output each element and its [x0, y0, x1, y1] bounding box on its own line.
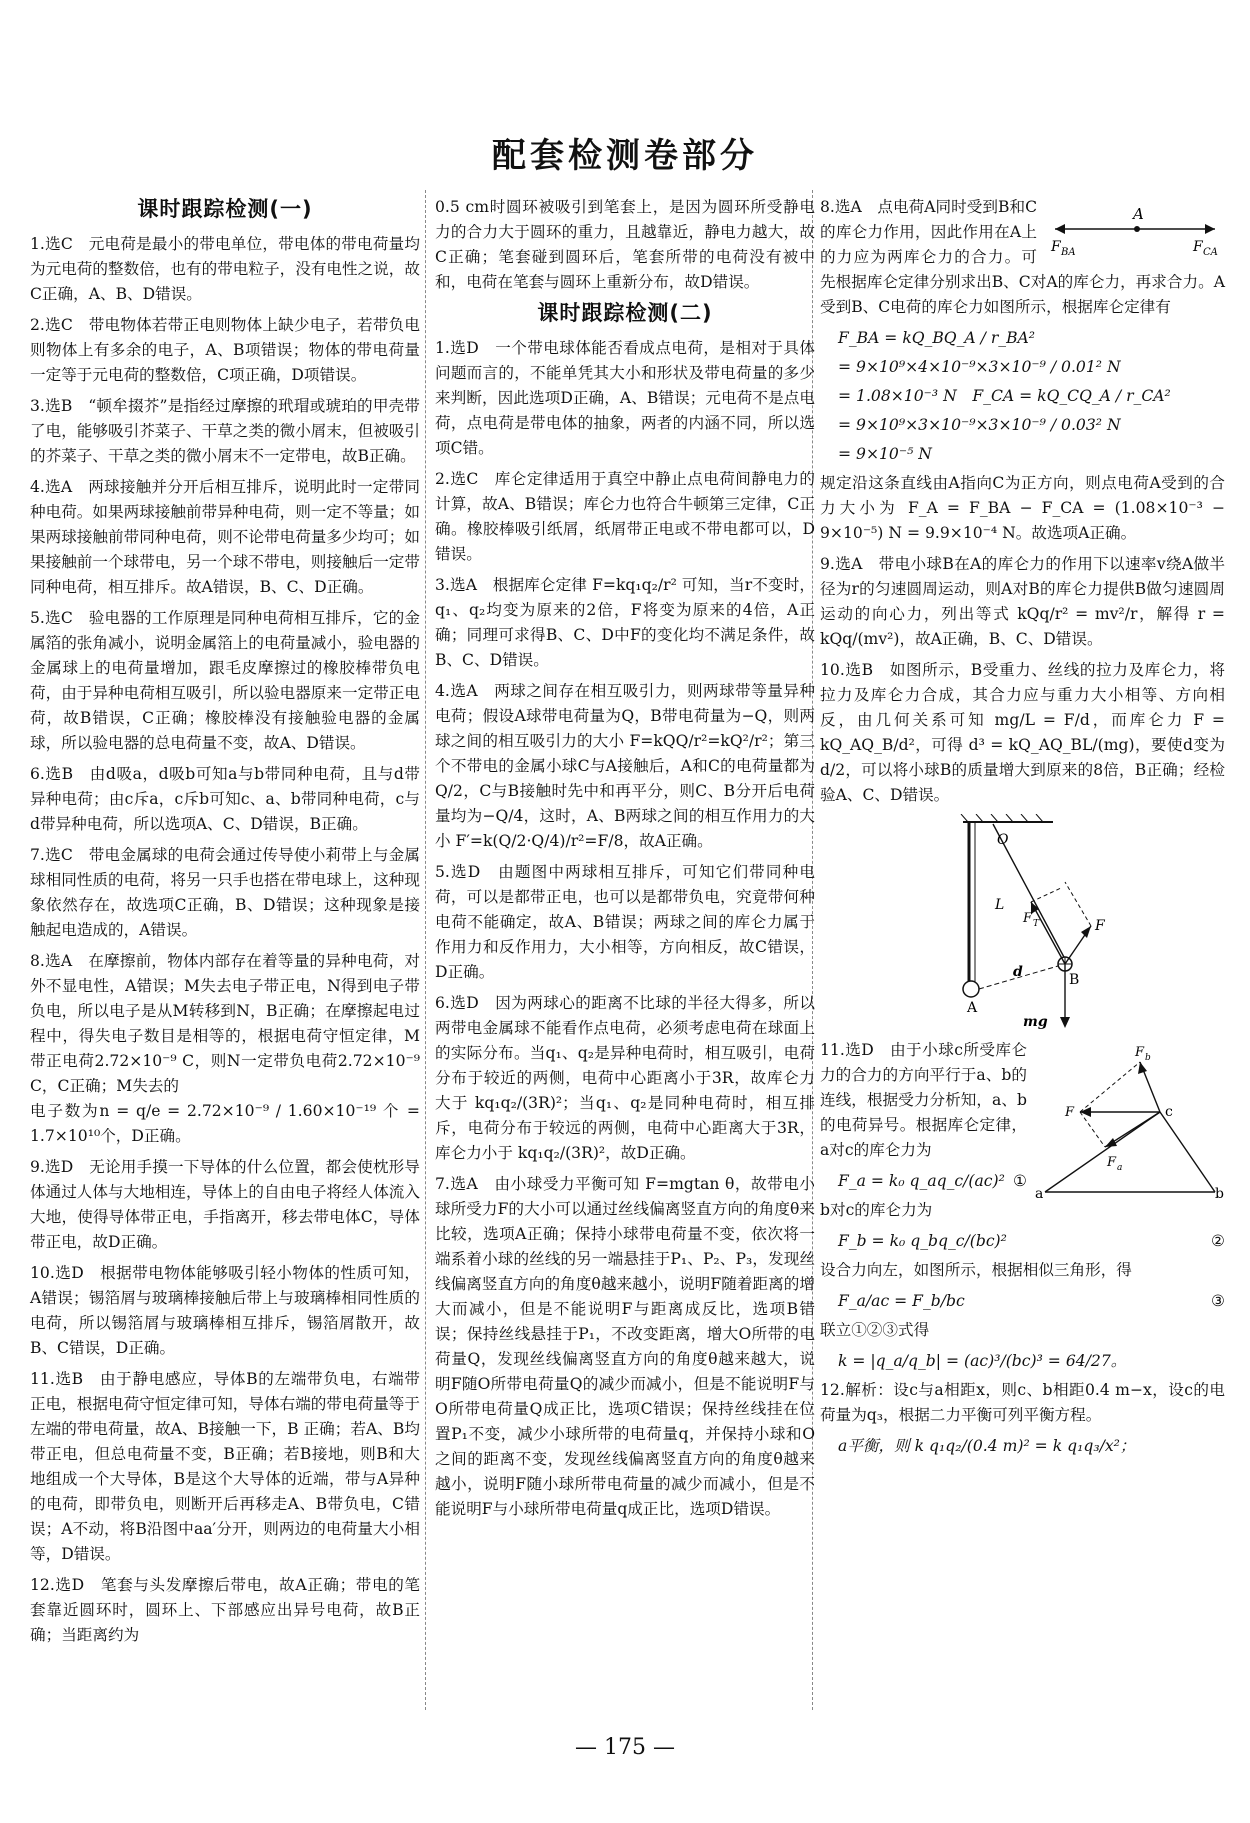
formula: = 1.08×10⁻³ N F_CA = kQ_CQ_A / r_CA² — [838, 387, 1171, 405]
text: 设合力向左，如图所示，根据相似三角形，得 — [820, 1261, 1132, 1279]
formula-text: F_a = k₀ q_aq_c/(ac)² — [838, 1172, 1005, 1190]
figure-10-pendulum — [923, 814, 1123, 1034]
figure-8-force-line — [1045, 199, 1225, 261]
column-2 — [435, 195, 815, 1528]
answer-item: 9.选A 带电小球B在A的库仑力的作用下以速率v绕A做半径为r的匀速圆周运动，则A对B的库仑力提供B做匀速圆周运动的向心力，列出等式 kQq/r² = mv²/r，解得 r = kQq/(mv²)，故A正确，B、C、D错误。 — [820, 555, 1225, 648]
fig8-label-fba-sub: BA — [1061, 247, 1076, 258]
answer-item: 4.选A 两球接触并分开后相互排斥，说明此时一定带同种电荷。如果两球接触前带异种电荷，则一定不等量；如果两球接触前带同种电荷，则不论带电荷量多少均可；如果接触前一个球带电，另一个球不带电，则接触后一定带同种电荷，相互排斥。故A错误，B、C、D正确。 — [30, 478, 420, 596]
fig8-label-a: A — [1133, 205, 1144, 223]
answer-item: 5.选C 验电器的工作原理是同种电荷相互排斥，它的金属箔的张角减小，说明金属箔上的电荷量减小，验电器的金属球上的电荷量增加，跟毛皮摩擦过的橡胶棒带负电荷，由于异种电荷相互吸引，所以验电器原来一定带正电荷，故B错误，C正确；橡胶棒没有接触验电器的金属球，所以验电器的总电荷量不变，故A、D错误。 — [30, 609, 420, 752]
formula: = 9×10⁹×3×10⁻⁹×3×10⁻⁹ / 0.03² N — [838, 416, 1121, 434]
formula: F_BA = kQ_BQ_A / r_BA² — [838, 329, 1036, 347]
answer-item: 2.选C 带电物体若带正电则物体上缺少电子，若带负电则物体上有多余的电子，A、B项错误；物体的带电荷量一定等于元电荷的整数倍，C项正确，D项错误。 — [30, 316, 420, 384]
formula: = 9×10⁻⁵ N — [838, 445, 932, 463]
formula-text: F_a/ac = F_b/bc — [838, 1292, 965, 1310]
text: b对c的库仑力为 — [820, 1201, 933, 1219]
answer-item: 3.选A 根据库仑定律 F=kq₁q₂/r² 可知，当r不变时，q₁、q₂均变为原来的2倍，F将变为原来的4倍，A正确；同理可求得B、C、D中F的变化均不满足条件，故B、C、D错误。 — [435, 576, 815, 669]
item-8 — [820, 195, 1225, 546]
answer-item: 4.选A 两球之间存在相互吸引力，则两球带等量异种电荷；假设A球带电荷量为Q，B带电荷量为−Q，则两球之间的相互吸引力的大小 F=kQQ/r²=kQ²/r²；第三个不带电的金属小球C与A接触后，A和C的电荷量都为Q/2，C与B接触时先中和再平分，则C、B分开后电荷量均为−Q/4，这时，A、B两球之间的相互作用力的大小 F′=k(Q/2·Q/4)/r²=F/8，故A正确。 — [435, 682, 815, 850]
equation-number: ② — [1211, 1232, 1225, 1250]
answer-item: 11.选D 由于小球c所受库仑力的合力的方向平行于a、b的连线，根据受力分析知，a、b的电荷异号。根据库仑定律，a对c的库仑力为 — [820, 1041, 1027, 1159]
answer-item: 10.选D 根据带电物体能够吸引轻小物体的性质可知，A错误；锡箔屑与玻璃棒接触后带上与玻璃棒相同性质的电荷，所以锡箔屑与玻璃棒相互排斥，锡箔屑散开，故B、C错误，D正确。 — [30, 1264, 420, 1357]
formula — [838, 1289, 1225, 1314]
answer-item-formula: 电子数为n = q/e = 2.72×10⁻⁹ / 1.60×10⁻¹⁹ 个 = 1.7×10¹⁰个，D正确。 — [30, 1102, 420, 1145]
formula: = 9×10⁹×4×10⁻⁹×3×10⁻⁹ / 0.01² N — [838, 358, 1121, 376]
page-title: 配套检测卷部分 — [492, 136, 758, 176]
column-3 — [820, 195, 1225, 1463]
fig11-label-fb: F — [1135, 1045, 1145, 1060]
answer-item: 规定沿这条直线由A指向C为正方向，则点电荷A受到的合力大小为 F_A = F_BA − F_CA = (1.08×10⁻³ − 9×10⁻⁵) N = 9.9×10⁻⁴ N。故选项A正确。 — [820, 474, 1225, 542]
answer-item: 6.选B 由d吸a，d吸b可知a与b带同种电荷，且与d带异种电荷；由c斥a，c斥b可知c、a、b带同种电荷，c与d带异种电荷，所以选项A、C、D错误，B正确。 — [30, 765, 420, 833]
column-1 — [30, 195, 420, 1654]
answer-item: 8.选A 在摩擦前，物体内部存在着等量的异种电荷，对外不显电性，A错误；M失去电子带正电，N得到电子带负电，所以电子是从M转移到N，B正确；在摩擦起电过程中，得失电子数目是相等的，根据电荷守恒定律，M带正电荷2.72×10⁻⁹ C，则N一定带负电荷2.72×10⁻⁹ C，C正确；M失去的 — [30, 952, 420, 1095]
answer-item: 11.选B 由于静电感应，导体B的左端带负电，右端带正电，根据电荷守恒定律可知，导体右端的带电荷量等于左端的带电荷量，故A、B接触一下，B 正确；若A、B均带正电，但总电荷量不变，B正确；若B接地，则B和大地组成一个大导体，B是这个大导体的近端，带与A异种的电荷，即带负电，则断开后再移走A、B带负电，C错误；A不动，将B沿图中aa′分开，则两边的电荷量大小相等，D错误。 — [30, 1370, 420, 1563]
fig10-label-d: d — [1012, 964, 1023, 980]
fig10-label-l: L — [994, 897, 1004, 913]
fig11-label-fa: F — [1107, 1155, 1117, 1170]
fig10-label-ft-sub: T — [1032, 919, 1039, 929]
answer-item: 7.选A 由小球受力平衡可知 F=mgtan θ，故带电小球所受力F的大小可以通过丝线偏离竖直方向的角度θ来比较，选项A正确；保持小球带电荷量不变，依次将一端系着小球的丝线的另一端悬挂于P₁、P₂、P₃，发现丝线偏离竖直方向的角度θ越来越小，说明F随着距离的增大而减小，但是不能说明F与距离成反比，选项B错误；保持丝线悬挂于P₁，不改变距离，增大O所带的电荷量Q，发现丝线偏离竖直方向的角度θ越来越大，说明F随O所带电荷量Q的减少而减小，但是不能说明F与O所带电荷量Q成正比，选项C错误；保持丝线挂在位置P₁不变，减少小球所带的电荷量q，并保持小球和O之间的距离不变，发现丝线偏离竖直方向的角度θ越来越小，说明F随小球所带电荷量的减少而减小，但是不能说明F与小球所带电荷量q成正比，选项D错误。 — [435, 1175, 815, 1518]
fig8-label-fba: F — [1051, 239, 1061, 255]
figure-11-triangle — [1035, 1042, 1225, 1217]
formula: k = |q_a/q_b| = (ac)³/(bc)³ = 64/27。 — [838, 1352, 1127, 1370]
fig8-label-fca: F — [1193, 239, 1203, 255]
answer-item: 1.选C 元电荷是最小的带电单位，带电体的带电荷量均为元电荷的整数倍，也有的带电粒子，没有电性之说，故C正确，A、B、D错误。 — [30, 235, 420, 303]
answer-item: 9.选D 无论用手摸一下导体的什么位置，都会使枕形导体通过人体与大地相连，导体上的自由电子将经人体流入大地，使得导体带正电，手指离开，移去带电体C，导体带正电，故D正确。 — [30, 1158, 420, 1251]
equation-number: ① — [1013, 1172, 1027, 1190]
answer-item: 7.选C 带电金属球的电荷会通过传导使小莉带上与金属球相同性质的电荷，将另一只手也搭在带电球上，这种现象依然存在，故选项C正确，B、D错误；这种现象是接触起电造成的，A错误。 — [30, 846, 420, 939]
continued-text: 0.5 cm时圆环被吸引到笔套上，是因为圆环所受静电力的合力大于圆环的重力，且越靠近，静电力越大，故C正确；笔套碰到圆环后，笔套所带的电荷没有被中和，电荷在笔套与圆环上重新分布，故D错误。 — [435, 198, 815, 291]
fig10-label-ft: F — [1022, 911, 1032, 926]
answer-item: 12.解析：设c与a相距x，则c、b相距0.4 m−x，设c的电荷量为q₃，根据二力平衡可列平衡方程。 — [820, 1381, 1225, 1424]
fig10-label-a: A — [966, 1000, 977, 1016]
section-title-2: 课时跟踪检测(二) — [537, 301, 713, 325]
equation-number: ③ — [1211, 1292, 1225, 1310]
page-number: — 175 — — [575, 1735, 675, 1760]
fig11-label-a: a — [1035, 1186, 1044, 1202]
fig11-label-fa-sub: a — [1117, 1163, 1123, 1173]
fig10-label-o: O — [996, 832, 1008, 848]
answer-item: 12.选D 笔套与头发摩擦后带电，故A正确；带电的笔套靠近圆环时，圆环上、下部感应出异号电荷，故B正确；当距离约为 — [30, 1576, 420, 1644]
answer-item: 5.选D 由题图中两球相互排斥，可知它们带同种电荷，可以是都带正电，也可以是都带负电，究竟带何种电荷不能确定，故A、B错误；两球之间的库仑力属于作用力和反作用力，大小相等，方向相反，故C错误，D正确。 — [435, 863, 815, 981]
fig8-label-fca-sub: CA — [1203, 247, 1218, 258]
fig10-label-f: F — [1094, 918, 1105, 934]
fig11-label-f: F — [1065, 1105, 1075, 1120]
formula: a平衡，则 k q₁q₂/(0.4 m)² = k q₁q₃/x²； — [838, 1437, 1136, 1455]
fig11-label-fb-sub: b — [1145, 1053, 1151, 1063]
answer-item: 3.选B “顿牟掇芥”是指经过摩擦的玳瑁或琥珀的甲壳带了电，能够吸引芥菜子、干草之类的微小屑末，但被吸引的芥菜子、干草之类的微小屑末不一定带电，故B正确。 — [30, 397, 420, 465]
fig10-label-b: B — [1068, 972, 1079, 988]
fig11-label-c: c — [1165, 1104, 1173, 1120]
formula — [838, 1229, 1225, 1254]
fig11-label-b: b — [1215, 1186, 1224, 1202]
text: 联立①②③式得 — [820, 1321, 930, 1339]
answer-item: 2.选C 库仑定律适用于真空中静止点电荷间静电力的计算，故A、B错误；库仑力也符合牛顿第三定律，C正确。橡胶棒吸引纸屑，纸屑带正电或不带电都可以，D错误。 — [435, 470, 815, 563]
answer-item: 6.选D 因为两球心的距离不比球的半径大得多，所以两带电金属球不能看作点电荷，必须考虑电荷在球面上的实际分布。当q₁、q₂是异种电荷时，相互吸引，电荷分布于较近的两侧，电荷中心距离小于3R，故库仑力大于 kq₁q₂/(3R)²；当q₁、q₂是同种电荷时，相互排斥，电荷分布于较远的两侧，电荷中心距离大于3R，库仑力小于 kq₁q₂/(3R)²，故D正确。 — [435, 994, 815, 1162]
answer-item: 10.选B 如图所示，B受重力、丝线的拉力及库仑力，将拉力及库仑力合成，其合力应与重力大小相等、方向相反，由几何关系可知 mg/L = F/d，而库仑力 F = kQ_AQ_B/d²，可得 d³ = kQ_AQ_BL/(mg)，要使d变为 d/2，可以将小球B的质量增大到原来的8倍，B正确；经检验A、C、D错误。 — [820, 661, 1225, 804]
answer-item: 8.选A 点电荷A同时受到B和C的库仑力作用，因此作用在A上的力应为两库仑力的合力。可先根据库仑定律分别求出B、C对A的库仑力，再求合力。A受到B、C电荷的库仑力如图所示，根据库仑定律有 — [820, 198, 1225, 316]
section-title-1: 课时跟踪检测(一) — [137, 197, 313, 221]
column-divider-left — [425, 190, 426, 1710]
formula-text: F_b = k₀ q_bq_c/(bc)² — [838, 1232, 1007, 1250]
item-11 — [820, 1038, 1225, 1374]
answer-item: 1.选D 一个带电球体能否看成点电荷，是相对于具体问题而言的，不能单凭其大小和形状及带电荷量的多少来判断，因此选项D正确，A、B错误；元电荷不是点电荷，点电荷是带电体的抽象，两者的内涵不同，所以选项C错。 — [435, 339, 815, 457]
fig10-label-mg: mg — [1022, 1014, 1048, 1030]
